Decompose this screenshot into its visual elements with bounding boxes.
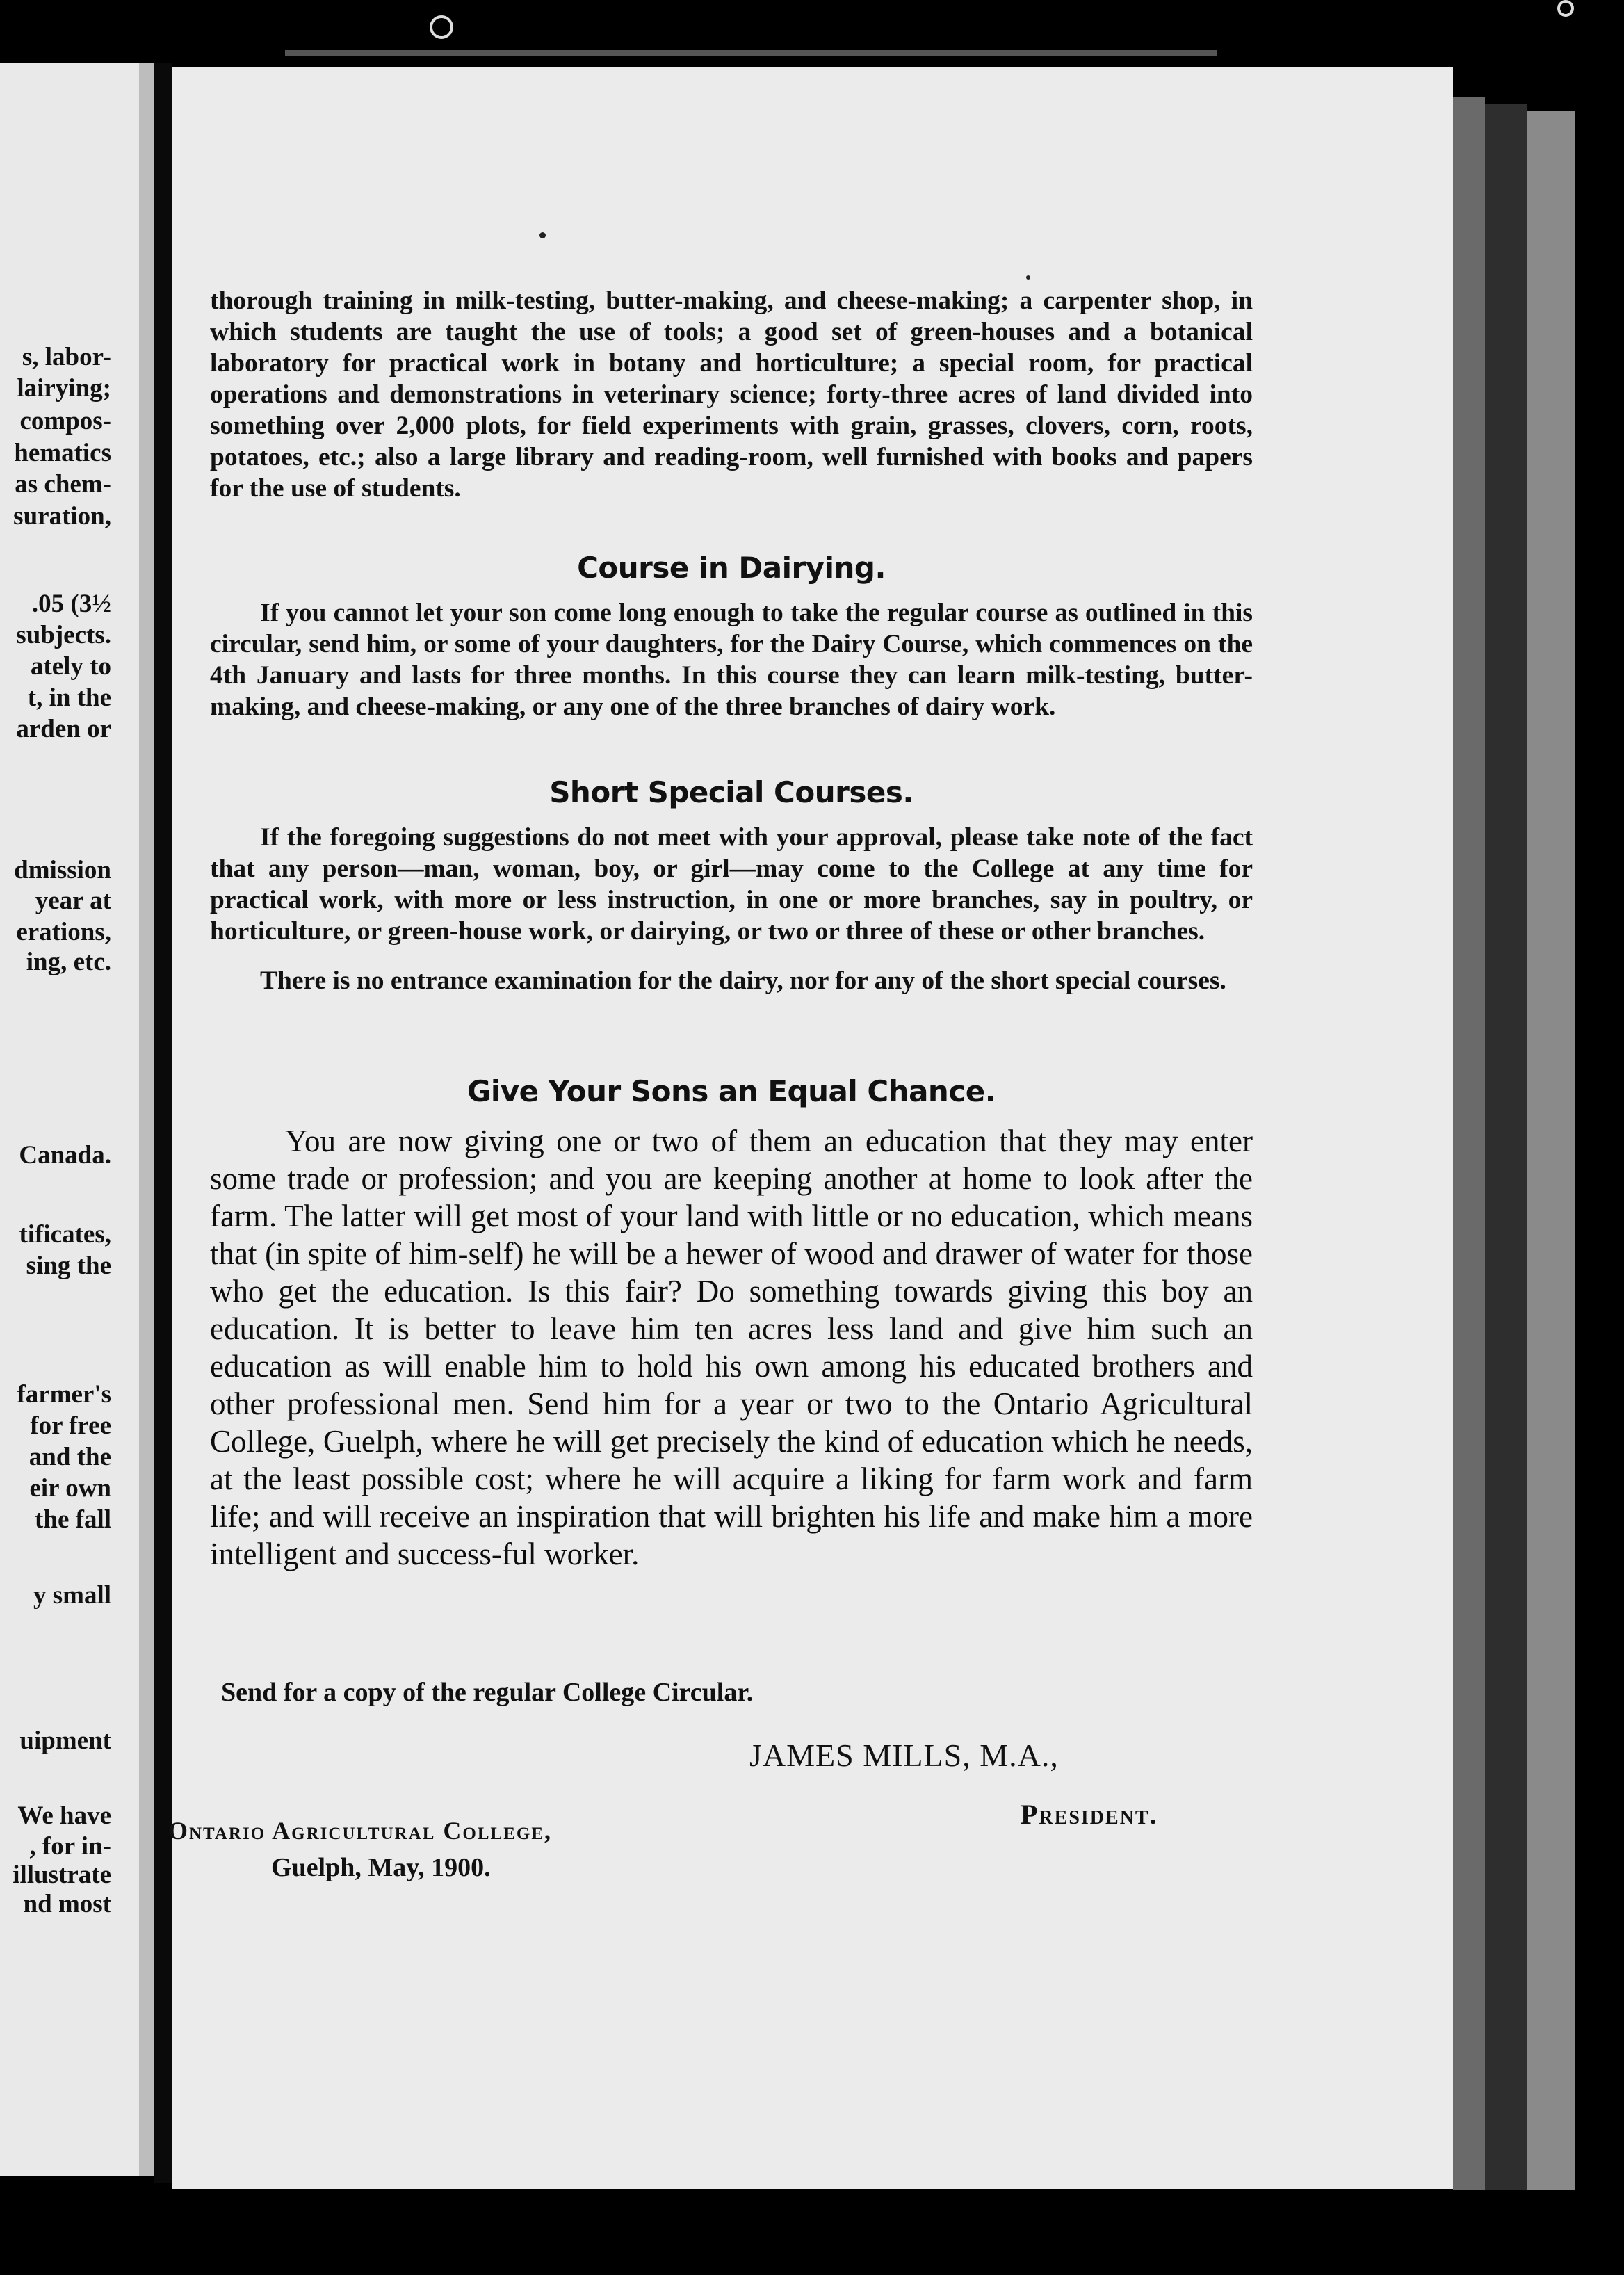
left-page-line: subjects. (16, 621, 111, 649)
left-page-line: erations, (16, 918, 111, 946)
signature-title: President. (1021, 1799, 1158, 1830)
college-name: Ontario Agricultural College, (168, 1817, 552, 1845)
short-courses-paragraph: If the foregoing suggestions do not meet with your approval, please take note of the fact that any person—man, woman, boy, or girl—may come to the College at any time for practical work, with more or less instruction, in one or more branches, say in poultry, or horticulture, or green-house work, or dairying, or two or three of these or other branches. (210, 823, 1253, 946)
left-page-line: .05 (3½ (31, 590, 111, 618)
left-page-gutter (139, 63, 154, 2176)
left-page-line: for free (30, 1411, 111, 1440)
left-facing-page (0, 63, 154, 2176)
equal-chance-heading: Give Your Sons an Equal Chance. (466, 1074, 996, 1108)
book-edge (285, 50, 1217, 56)
left-page-line: , for in- (29, 1832, 111, 1861)
short-courses-section (210, 775, 1253, 996)
equal-chance-section (210, 1074, 1253, 1573)
dairying-heading: Course in Dairying. (577, 551, 886, 585)
left-page-line: compos- (19, 407, 111, 435)
left-page-line: and the (29, 1443, 111, 1471)
left-page-line: dmission (14, 856, 111, 884)
short-courses-heading: Short Special Courses. (549, 775, 914, 809)
left-page-line: lairying; (17, 374, 111, 403)
left-page-line: suration, (13, 502, 111, 531)
left-page-line: the fall (35, 1505, 111, 1534)
left-page-line: s, labor- (22, 343, 111, 371)
left-page-line: farmer's (17, 1380, 111, 1409)
left-page-line: hematics (14, 439, 111, 467)
closing-line: Send for a copy of the regular College Circular. (221, 1678, 754, 1707)
book-spine (154, 63, 172, 2183)
left-page-line: as chem- (15, 470, 111, 499)
intro-paragraph: thorough training in milk-testing, butter-making, and cheese-making; a carpenter shop, in which students are taught the use of tools; a good set of green-houses and a botanical laboratory for practical work in botany and horticulture; a special room, for practical operations and demonstrations in veterinary science; forty-three acres of land divided into something over 2,000 plots, for field experiments with grain, grasses, clovers, corn, roots, potatoes, etc.; also a large library and reading-room, well furnished with books and papers for the use of students. (210, 286, 1253, 503)
left-page-line: ing, etc. (26, 948, 111, 976)
signature-name: JAMES MILLS, M.A., (749, 1738, 1059, 1773)
equal-chance-paragraph: You are now giving one or two of them an education that they may enter some trade or profession; and you are keeping another at home to look after the farm. The latter will get most of your land with little or no education, which means that (in spite of him-self) he will be a hewer of wood and drawer of water for those who get the education. Is this fair? Do something towards giving this boy an education. It is better to leave him ten acres less land and give him such an education as will enable him to hold his own among his educated brothers and other professional men. Send him for a year or two to the Ontario Agricultural College, Guelph, where he will get precisely the kind of education which he needs, at the least possible cost; where he will acquire a liking for farm work and farm life; and will receive an inspiration that will brighten his life and make him a more intelligent and success-ful worker. (210, 1124, 1253, 1571)
left-page-line: illustrate (13, 1861, 111, 1889)
left-page-line: ately to (30, 652, 111, 681)
page-edge (1527, 111, 1575, 2190)
left-page-line: t, in the (27, 683, 111, 712)
left-page-line: sing the (26, 1252, 111, 1280)
dairying-section (210, 551, 1253, 722)
left-page-line: y small (33, 1581, 111, 1610)
entrance-exam-paragraph: There is no entrance examination for the dairy, nor for any of the short special courses. (260, 966, 1226, 995)
speck (1026, 275, 1030, 280)
dairying-paragraph: If you cannot let your son come long enough to take the regular course as outlined in this circular, send him, or some of your daughters, for the Dairy Course, which commences on the 4th January and lasts for three months. In this course they can learn milk-testing, butter-making, and cheese-making, or any one of the three branches of dairy work. (210, 599, 1253, 721)
left-page-line: nd most (23, 1890, 111, 1918)
scan-mark (1557, 0, 1574, 17)
left-page-line: arden or (16, 715, 111, 743)
page-edge (1485, 104, 1527, 2190)
left-page-line: tificates, (19, 1220, 111, 1249)
left-page-line: uipment (19, 1726, 111, 1755)
page-edge (1453, 97, 1485, 2190)
scan-mark (430, 15, 453, 39)
speck (539, 232, 546, 238)
left-page-line: We have (17, 1802, 111, 1830)
left-page-line: Canada. (19, 1141, 111, 1169)
intro-block (210, 285, 1253, 504)
left-page-line: year at (35, 886, 111, 915)
place-date: Guelph, May, 1900. (271, 1853, 491, 1882)
left-page-line: eir own (29, 1474, 111, 1503)
